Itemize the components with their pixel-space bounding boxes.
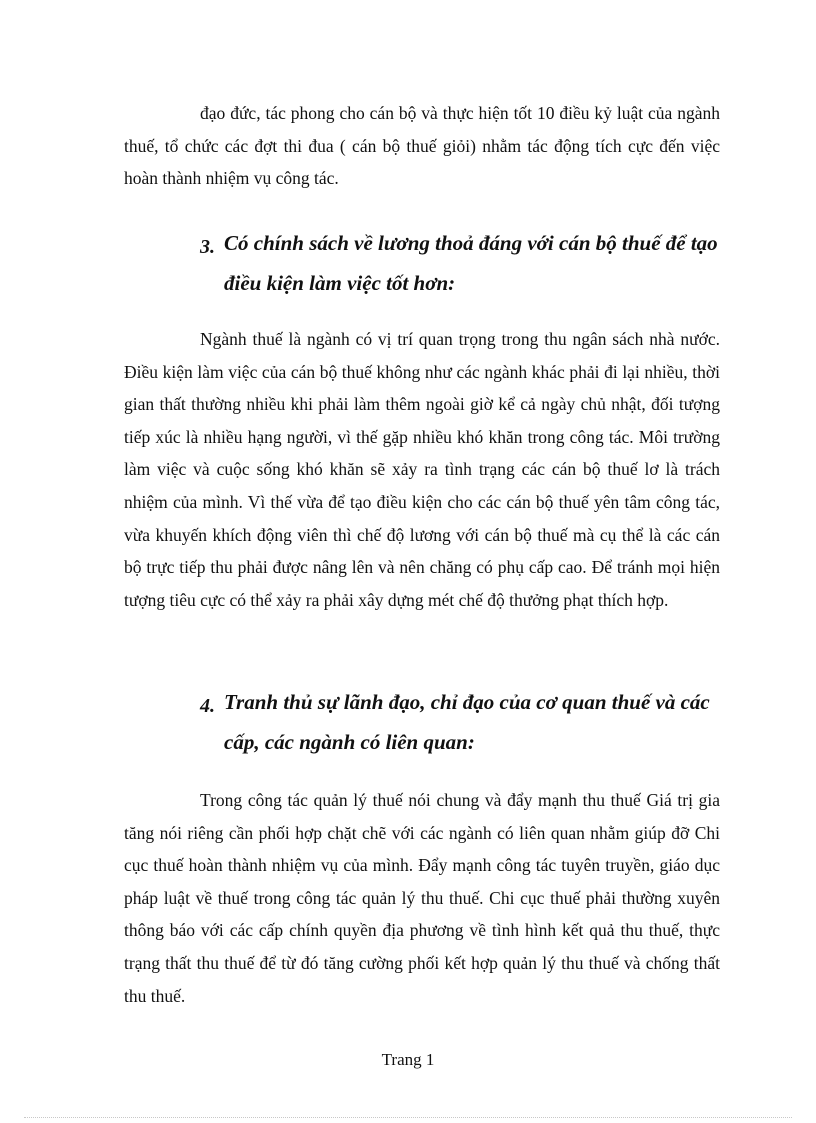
paragraph-ethics-discipline: đạo đức, tác phong cho cán bộ và thực hiện tốt 10 điều kỷ luật của ngành thuế, tổ chức các đợt thi đua ( cán bộ thuế giỏi) nhằm tác động tích cực đến việc hoàn thành nhiệm vụ công tác. [124, 103, 720, 189]
heading-4-line1: Tranh thủ sự lãnh đạo, chỉ đạo của cơ quan thuế và các [224, 690, 710, 714]
page-number-footer: Trang 1 [381, 1050, 435, 1069]
heading-3-line2: điều kiện làm việc tốt hơn: [224, 271, 456, 295]
heading-3-line1: Có chính sách về lương thoả đáng với cán bộ thuế để tạo [224, 231, 718, 255]
heading-3-number: 3. [200, 236, 215, 258]
page-bottom-divider [24, 1117, 792, 1118]
heading-section-4 [200, 684, 740, 760]
paragraph-salary-policy: Ngành thuế là ngành có vị trí quan trọng trong thu ngân sách nhà nước. Điều kiện làm việc của cán bộ thuế không như các ngành khác phải đi lại nhiều, thời gian thất thường nhiều khi phải làm thêm ngoài giờ kể cả ngày chủ nhật, đối tượng tiếp xúc là nhiều hạng người, vì thế gặp nhiều khó khăn trong công tác. Môi trường làm việc và cuộc sống khó khăn sẽ xảy ra tình trạng các cán bộ thuế lơ là trách nhiệm của mình. Vì thế vừa để tạo điều kiện cho các cán bộ thuế yên tâm công tác, vừa khuyến khích động viên thì chế độ lương với cán bộ thuế mà cụ thể là các cán bộ trực tiếp thu phải được nâng lên và nên chăng có phụ cấp cao. Để tránh mọi hiện tượng tiêu cực có thể xảy ra phải xây dựng mét chế độ thưởng phạt thích hợp. [124, 329, 720, 610]
heading-4-line2: cấp, các ngành có liên quan: [224, 730, 475, 754]
heading-section-3 [200, 225, 740, 301]
paragraph-coordination: Trong công tác quản lý thuế nói chung và đẩy mạnh thu thuế Giá trị gia tăng nói riêng cần phối hợp chặt chẽ với các ngành có liên quan nhằm giúp đỡ Chi cục thuế hoàn thành nhiệm vụ của mình. Đẩy mạnh công tác tuyên truyền, giáo dục pháp luật về thuế trong công tác quản lý thu thuế. Chi cục thuế phải thường xuyên thông báo với các cấp chính quyền địa phương về tình hình kết quả thu thuế, thực trạng thất thu thuế để từ đó tăng cường phối kết hợp quản lý thu thuế và chống thất thu thuế. [124, 790, 720, 1006]
heading-4-number: 4. [200, 695, 215, 717]
